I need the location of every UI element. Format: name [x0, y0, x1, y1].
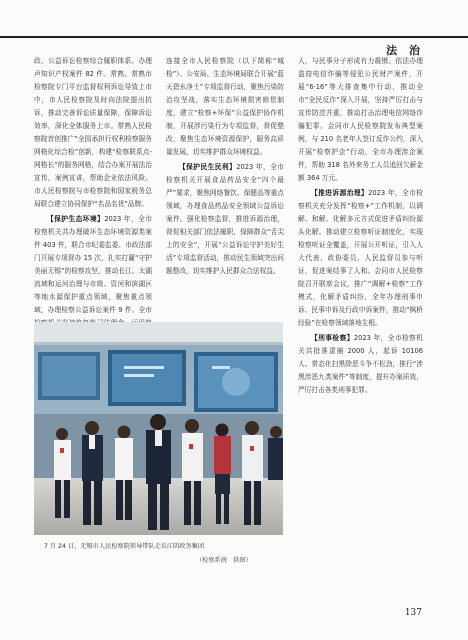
- text-column-3: [298, 55, 423, 399]
- page-number: 137: [404, 608, 422, 618]
- text-column-1: [34, 55, 152, 358]
- paragraph: 政、公益诉讼检察综合履职体系。办理声知识产权案件 82 件。常熟、常熟市检察院专门平台监督权利诉讼导致上市中，市人民检察院及时向法院提出抗诉，推动完善诉讼质量保障，保障诉讼效率，深化全体服务上市。常熟人民检察院首创推广“全国承担行权利检察服务网格化综合检”创新，构建“检察联系点-网格长”的服务网格，结合办案开展法治宣传，案例宣讲，帮助企业依法风险。市人民检察院与市检察院和国家税务总局联合建立协同保护“名品名优”品牌。: [34, 57, 152, 208]
- paragraph: 人，与民事分子形成有力震慑。依法办理盗窃电信诈骗等侵犯公民财产案件，开展“6·16”等大排查集中行动，推动全市“全民反诈”深入开展，坚持严厉打击与宣传防范并重，推动打击治理电信网络诈骗犯罪。会同市人民检察院发布典型案例，与 210 名老年人签订反诈公约，深入开展“检察护企”行动，全市办理涉企案件，帮助 318 名外来务工人员追回欠薪金额 364 万元。: [298, 57, 423, 182]
- photo-credit: （检察系统 供图）: [196, 557, 252, 564]
- section-paragraph: [166, 161, 284, 278]
- section-paragraph: [298, 187, 423, 330]
- section-text: 2023 年，全市检察机关充分发挥“检察+”工作机制，以调解、和解、化解多元方式促进矛盾纠纷源头化解。推动建立检察听证制度化，实现检察听证全覆盖，开展公开听证，引入人大代表、政协委员、人民监督员参与听证，促进案结事了人和。会同市人民检察院召开联席会议，推广“调解+检察”工作模式，化解矛盾纠纷，全年办理刑事申诉、民事申诉及行政申诉案件，推动“枫桥经验”在检察领域落地生根。: [298, 189, 423, 327]
- section-heading: 【保护民生民利】: [179, 163, 237, 171]
- section-text: 2023 年，全市检察机关开展食品药品安全“四个最严”要求，聚焦网络餐饮、保健品等重点领域，办理食品药品安全领域公益诉讼案件。强化检察监督，推进诉源治理，督促相关部门依法履职，保障群众“舌尖上的安全”，开展“公益诉讼守护美好生活”专项监督活动，推动民生领域突出问题整改，切实维护人民群众合法权益。: [166, 163, 284, 275]
- news-photo: [34, 322, 283, 535]
- section-heading: 【刑事检察】: [311, 334, 354, 342]
- photo-illustration: [34, 322, 283, 535]
- paragraph: 连接全市人民检察院（以下简称“城检”）、公安局、生态环境局联合开展“蓝天碧水净土”专项监督行动，聚焦污染防治攻坚战，落实生态环境损害赔偿制度，建立“检察+环保”公益保护协作机制，开展涉污染行为专项监督，督促整改，聚焦生态环境资源保护，服务高质量发展，切实维护群众环境权益。: [166, 57, 284, 156]
- section-heading: 【保护生态环境】: [47, 215, 105, 223]
- header-rule: [0, 36, 468, 38]
- text-column-2: [166, 55, 284, 280]
- section-title: 法 治: [386, 44, 424, 57]
- section-heading: 【推进诉源治理】: [311, 189, 369, 197]
- photo-caption: 7 月 24 日，无锡市人民检察院领导带队走访江阴政务集团: [44, 543, 205, 550]
- section-paragraph: [298, 332, 423, 397]
- section-text: 2023 年，全市检察机关共批准逮捕 2000 人，起诉 10106 人。常态化扫黑除恶斗争不松劲，推行“涉黑涉恶九类案件”等制度，提升办案质效，严厉打击各类刑事犯罪。: [298, 334, 423, 394]
- section-text: 2023 年，全市检察机关共办理破坏生态环境资源类案件 403 件，联合市纪委监委、市政法部门开展专项督办 15 次，扎实打赢“守护美丽无锡”的检察攻坚，推动长江、太湖流域和运河治理与市级、资河和滨湖区等地水源保护重点领域，聚焦重点领域，办理检察公益诉讼案件 9 件。全市: [34, 215, 152, 314]
